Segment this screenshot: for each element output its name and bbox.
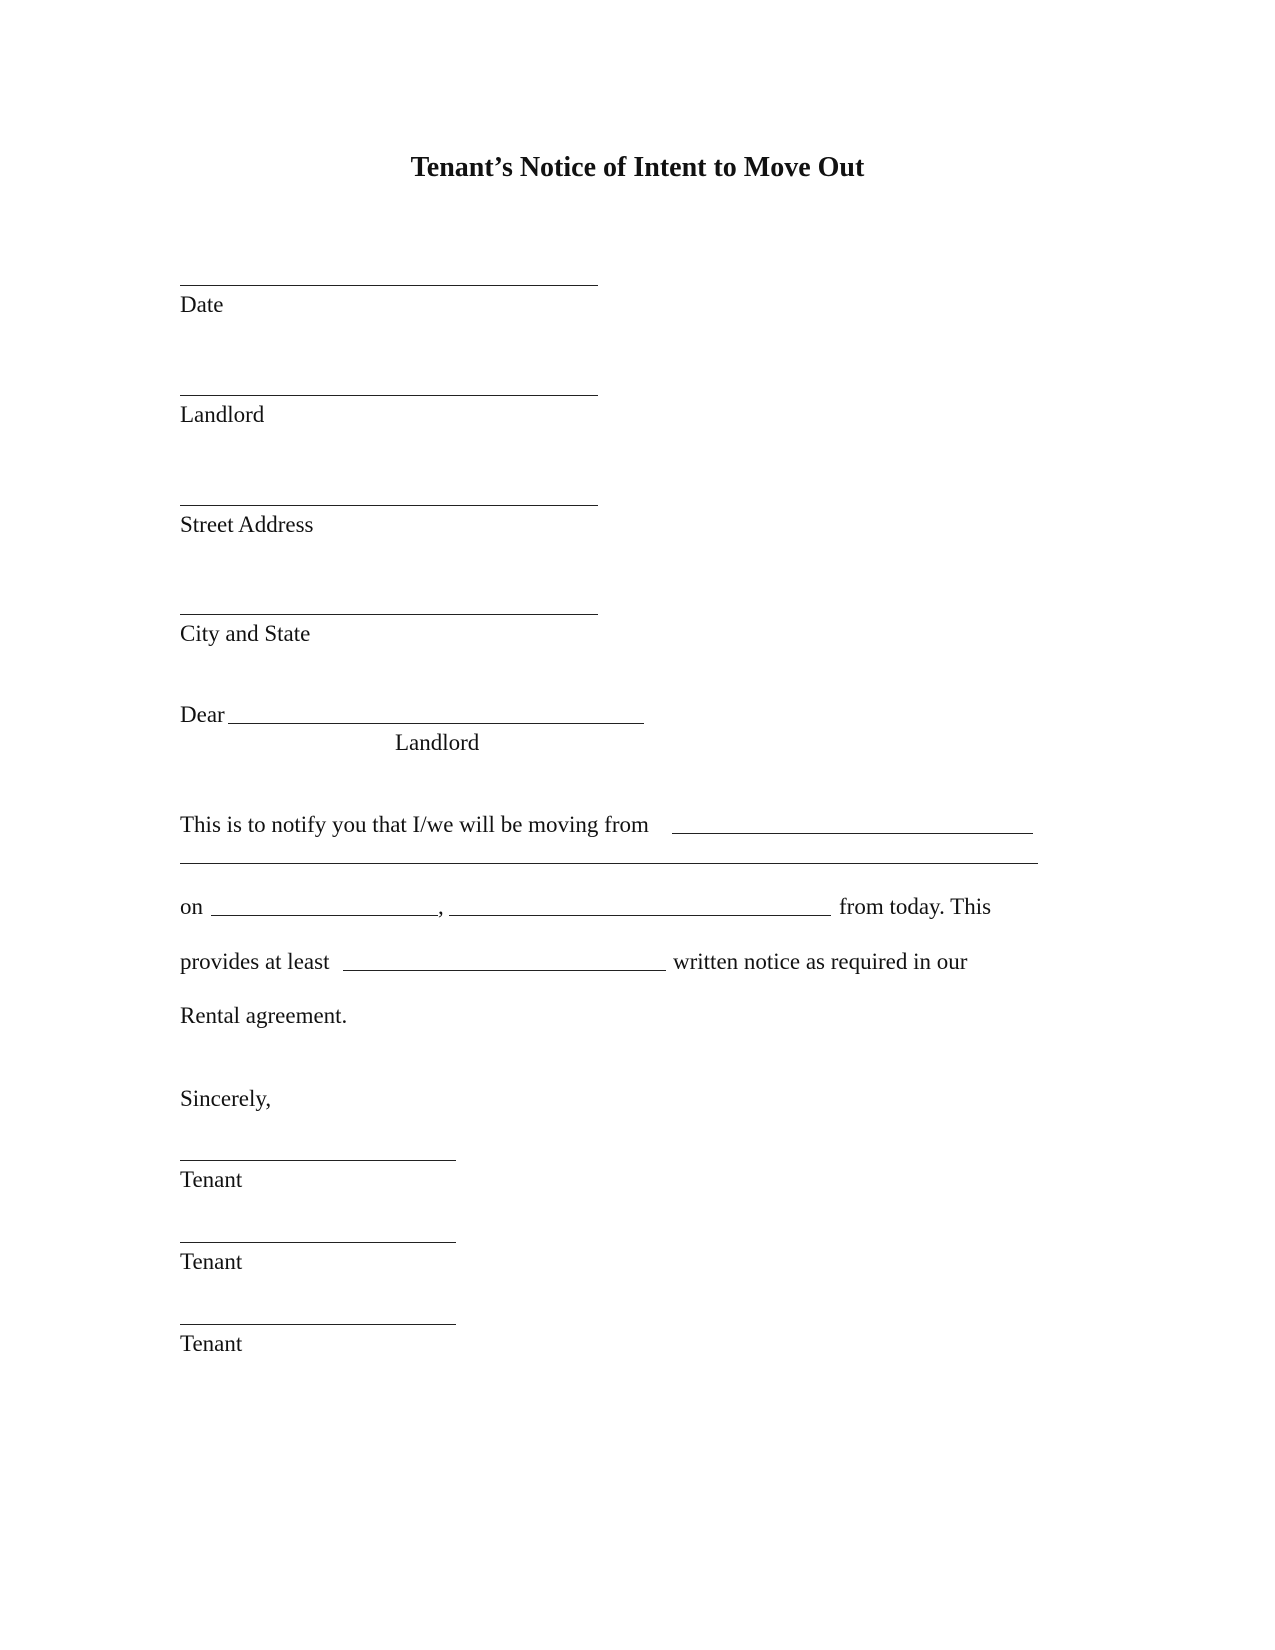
notice-period-field[interactable]: [343, 970, 666, 971]
city-state-label: City and State: [180, 621, 311, 646]
dear-landlord-field[interactable]: [228, 723, 644, 724]
body-line-4-prefix: provides at least: [180, 949, 330, 974]
landlord-field[interactable]: [180, 395, 598, 396]
tenant-signature-3[interactable]: [180, 1324, 456, 1325]
tenant-label-2: Tenant: [180, 1249, 243, 1274]
street-address-label: Street Address: [180, 512, 314, 537]
tenant-signature-2[interactable]: [180, 1242, 456, 1243]
tenant-signature-1[interactable]: [180, 1160, 456, 1161]
closing: Sincerely,: [180, 1086, 272, 1111]
document-title: Tenant’s Notice of Intent to Move Out: [410, 152, 865, 183]
landlord-label: Landlord: [180, 402, 265, 427]
days-from-today-field[interactable]: [449, 915, 831, 916]
body-line-5: Rental agreement.: [180, 1003, 348, 1028]
move-date-field[interactable]: [211, 915, 438, 916]
moving-from-field-2[interactable]: [180, 863, 1038, 864]
date-field[interactable]: [180, 285, 598, 286]
salutation-caption: Landlord: [395, 730, 480, 755]
salutation-prefix: Dear: [180, 702, 225, 727]
tenant-label-1: Tenant: [180, 1167, 243, 1192]
street-address-field[interactable]: [180, 505, 598, 506]
body-line-3-comma: ,: [438, 894, 444, 919]
body-line-4-suffix: written notice as required in our: [673, 949, 968, 974]
city-state-field[interactable]: [180, 614, 598, 615]
body-line-1: This is to notify you that I/we will be moving from: [180, 812, 649, 837]
tenant-label-3: Tenant: [180, 1331, 243, 1356]
moving-from-field-1[interactable]: [672, 833, 1033, 834]
body-line-3-suffix: from today. This: [839, 894, 992, 919]
body-line-3-prefix: on: [180, 894, 203, 919]
date-label: Date: [180, 292, 224, 317]
